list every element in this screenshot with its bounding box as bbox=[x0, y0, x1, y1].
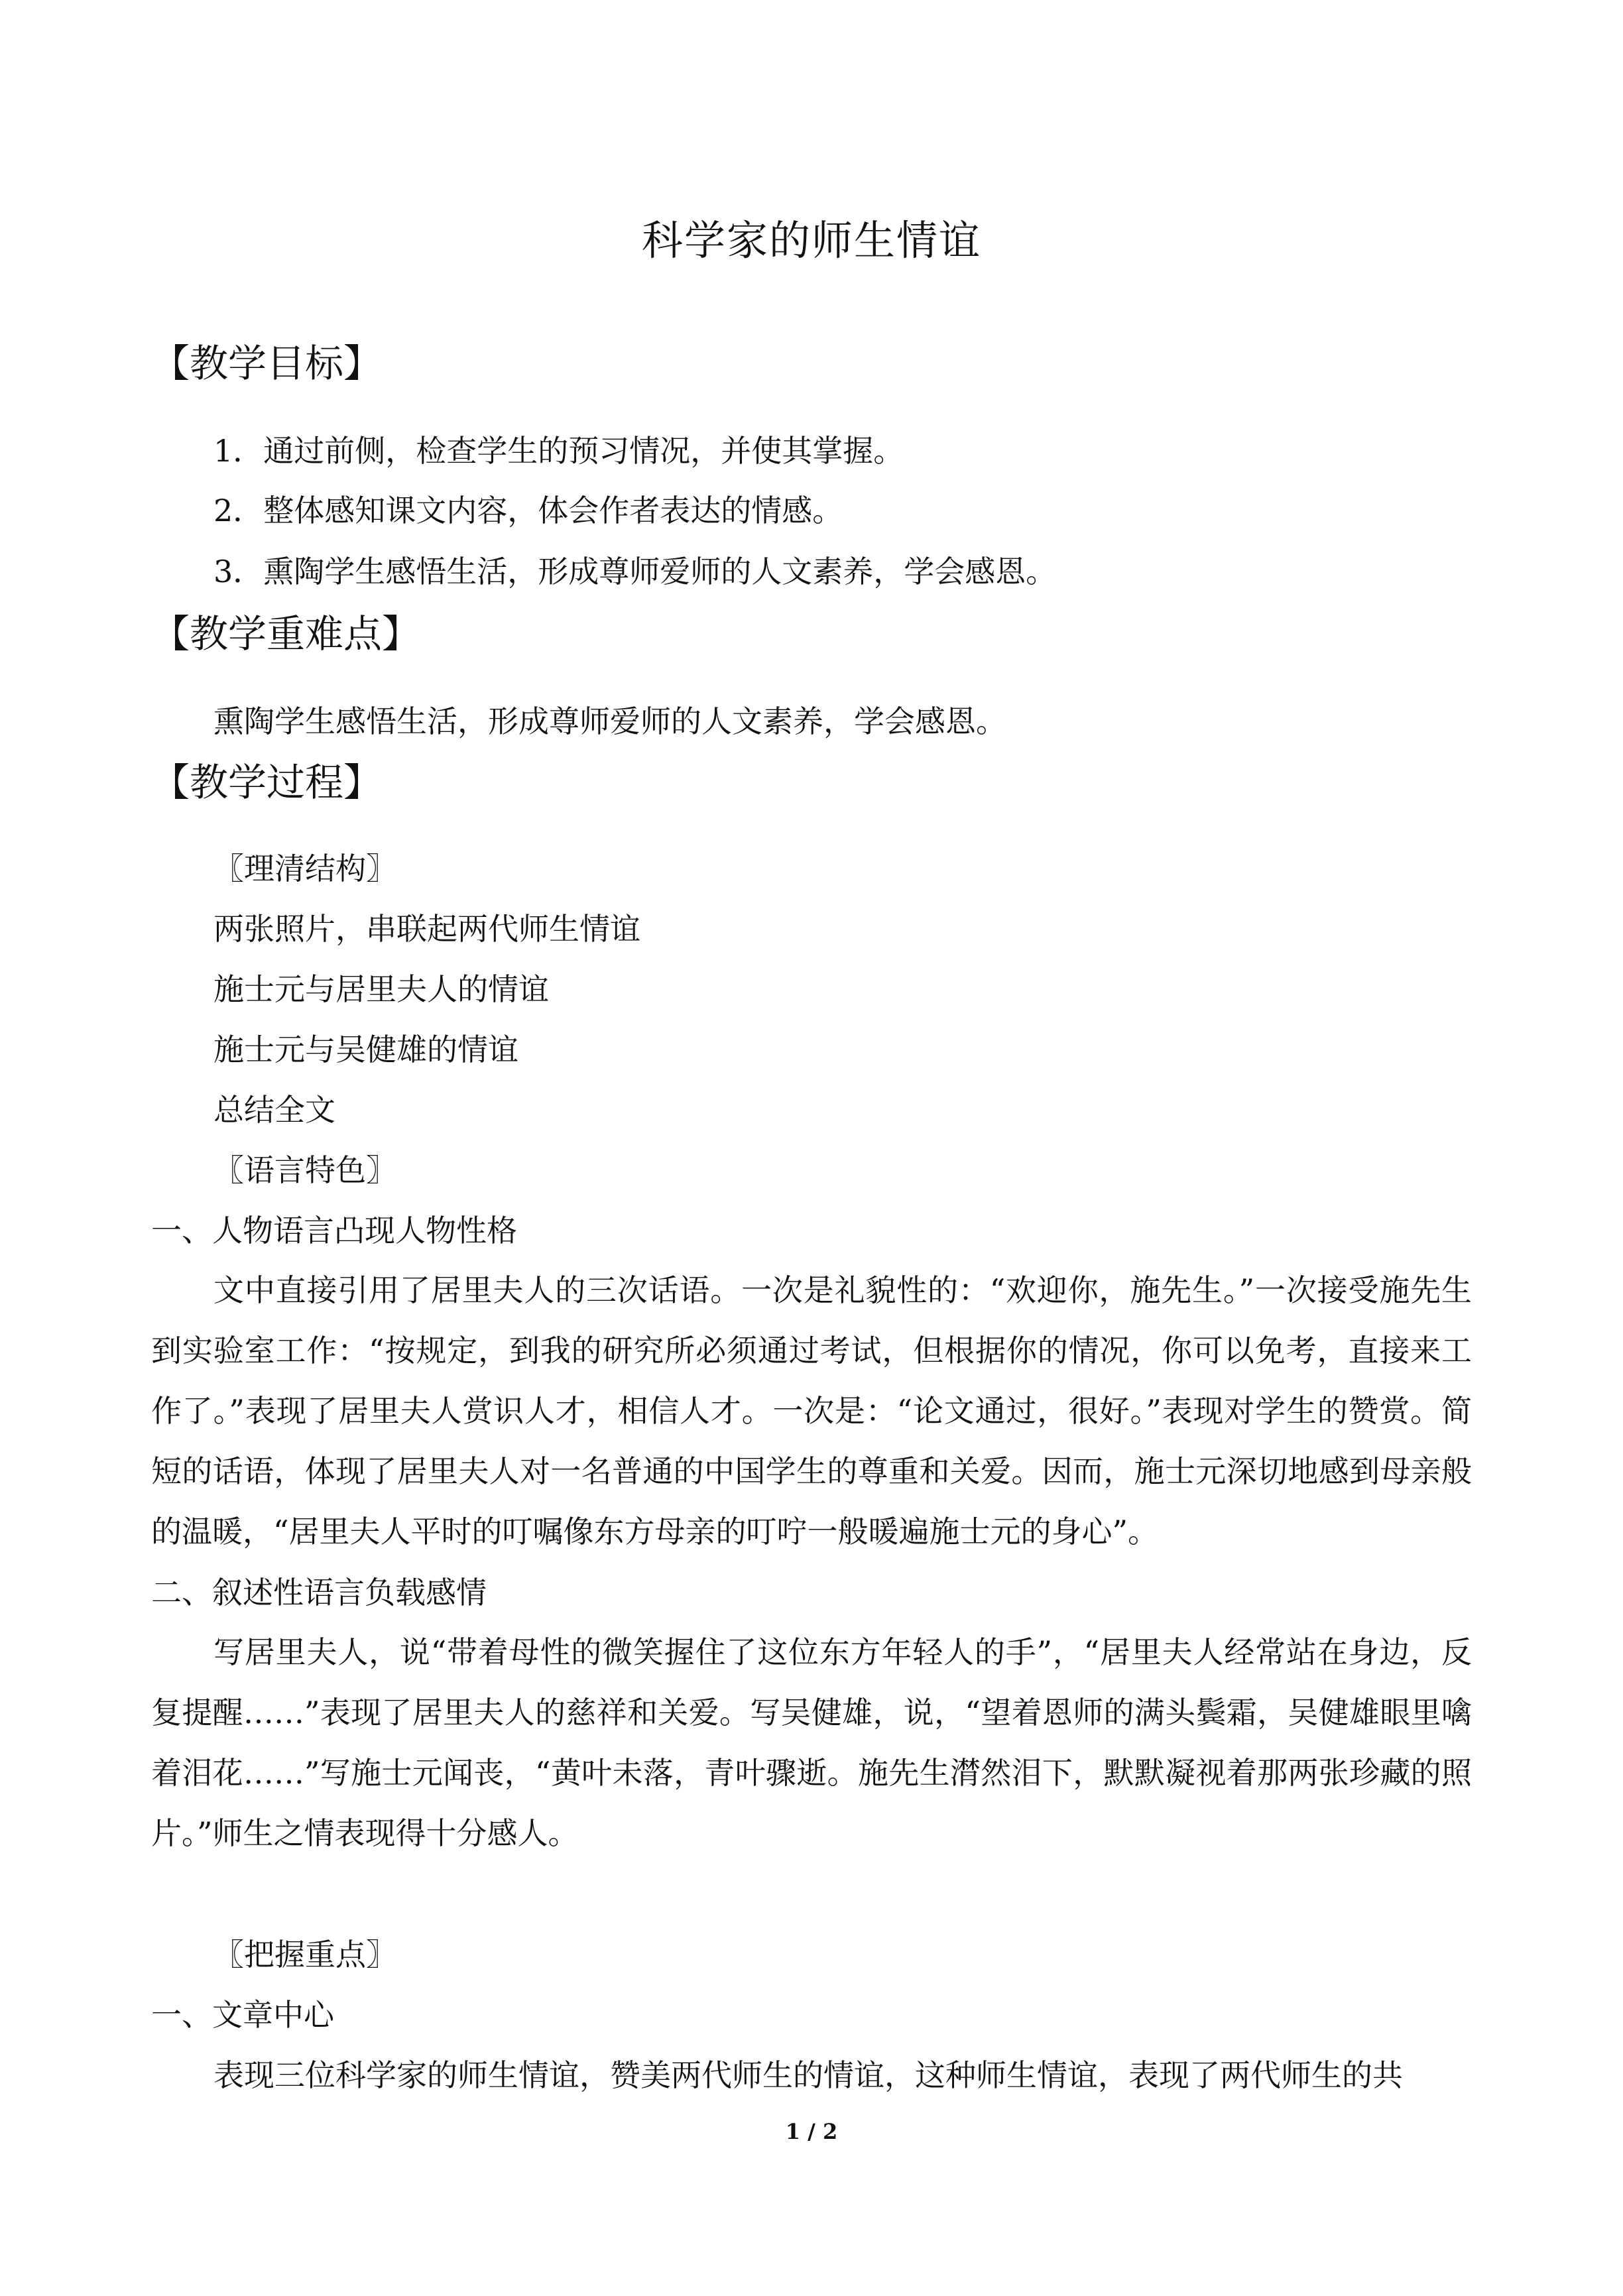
objective-item-1: 1．通过前侧，检查学生的预习情况，并使其掌握。 bbox=[213, 433, 904, 469]
language-label: 〖语言特色〗 bbox=[213, 1152, 396, 1188]
key-points-heading: 【教学重难点】 bbox=[151, 611, 421, 656]
page-title: 科学家的师生情谊 bbox=[641, 216, 981, 265]
key-points-text: 熏陶学生感悟生活，形成尊师爱师的人文素养，学会感恩。 bbox=[213, 703, 1006, 739]
language-point-1-paragraph: 文中直接引用了居里夫人的三次话语。一次是礼貌性的：“欢迎你，施先生。”一次接受施先生到实验室工作：“按规定，到我的研究所必须通过考试，但根据你的情况，你可以免考，直接来工作了。”表现了居里夫人赏识人才，相信人才。一次是：“论文通过，很好。”表现对学生的赞赏。简短的话语，体现了居里夫人对一名普通的中国学生的尊重和关爱。因而，施士元深切地感到母亲般的温暖，“居里夫人平时的叮嘱像东方母亲的叮咛一般暖遍施士元的身心”。 bbox=[151, 1272, 1472, 1549]
objective-item-2: 2．整体感知课文内容，体会作者表达的情感。 bbox=[213, 493, 843, 528]
process-heading: 【教学过程】 bbox=[151, 760, 383, 805]
focus-point-1-paragraph: 表现三位科学家的师生情谊，赞美两代师生的情谊，这种师生情谊，表现了两代师生的共 bbox=[213, 2057, 1403, 2093]
structure-item-1: 两张照片，串联起两代师生情谊 bbox=[213, 911, 640, 947]
structure-item-4: 总结全文 bbox=[213, 1092, 335, 1128]
objectives-heading: 【教学目标】 bbox=[151, 341, 383, 386]
language-point-1-title: 一、人物语言凸现人物性格 bbox=[151, 1213, 517, 1248]
focus-label: 〖把握重点〗 bbox=[213, 1937, 396, 1972]
structure-item-3: 施士元与吴健雄的情谊 bbox=[213, 1032, 518, 1067]
structure-item-2: 施士元与居里夫人的情谊 bbox=[213, 971, 549, 1007]
language-point-2-title: 二、叙述性语言负载感情 bbox=[151, 1575, 487, 1610]
language-point-2-paragraph: 写居里夫人，说“带着母性的微笑握住了这位东方年轻人的手”，“居里夫人经常站在身边，反复提醒……”表现了居里夫人的慈祥和关爱。写吴健雄，说，“望着恩师的满头鬓霜，吴健雄眼里噙着泪花……”写施士元闻丧，“黄叶未落，青叶骤逝。施先生潸然泪下，默默凝视着那两张珍藏的照片。”师生之情表现得十分感人。 bbox=[151, 1634, 1472, 1851]
focus-point-1-title: 一、文章中心 bbox=[151, 1997, 334, 2033]
page-number: 1 / 2 bbox=[785, 2119, 838, 2144]
objective-item-3: 3．熏陶学生感悟生活，形成尊师爱师的人文素养，学会感恩。 bbox=[213, 554, 1057, 589]
structure-label: 〖理清结构〗 bbox=[213, 851, 396, 886]
